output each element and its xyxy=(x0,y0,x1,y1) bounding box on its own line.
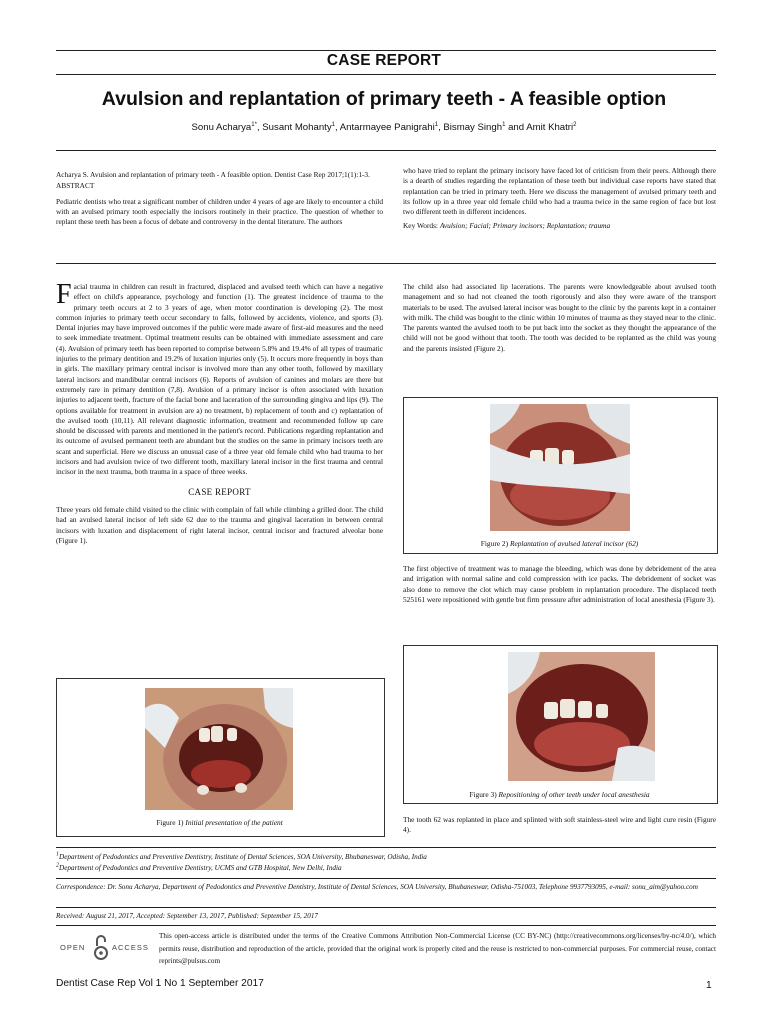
affiliation-1 xyxy=(56,852,716,863)
author-name: Bismay Singh xyxy=(443,122,503,133)
article-title: Avulsion and replantation of primary teeth - A feasible option xyxy=(101,88,667,110)
author-name: Antarmayee Panigrahi xyxy=(339,122,435,133)
right-paragraph-1: The child also had associated lip lacerations. The parents were knowledgeable about avulsed tooth management and so had not cleaned the tooth rigorously and also they were aware of the transport materials to be used. The avulsed lateral incisor was bought to the clinic by the parents kept in a container with milk. The child was bought to the clinic within 10 minutes of trauma as they stayed near to the clinic. The parents wanted the avulsed tooth to be put back into the socket as they thought the appearance of the child will not be good without that tooth. The tooth was decided to be replanted as the child was young and the parents insisted (Figure 2). xyxy=(403,282,716,353)
author-affiliation-sup: 2 xyxy=(573,121,577,128)
affiliation-2 xyxy=(56,863,716,874)
open-access-lock-icon xyxy=(94,934,108,967)
authors-rule xyxy=(56,150,716,151)
author-separator: and xyxy=(505,122,527,133)
open-access-word-2: ACCESS xyxy=(112,943,149,952)
publication-dates: Received: August 21, 2017, Accepted: September 13, 2017, Published: September 15, 2017 xyxy=(56,912,319,920)
figure-2-caption xyxy=(403,539,716,548)
abstract-right xyxy=(403,166,716,232)
affiliation-1-text: Department of Pedodontics and Preventive Dentistry, Institute of Dental Sciences, SOA University, Bhubaneswar, Odisha, India xyxy=(59,853,427,861)
author-affiliation-sup: 1 xyxy=(502,121,506,128)
figure-1-caption-text: Initial presentation of the patient xyxy=(185,818,283,827)
figure-2-photo xyxy=(490,404,630,531)
affiliations xyxy=(56,852,716,873)
right-paragraph-2: The first objective of treatment was to manage the bleeding, which was done by debridement of the area and irrigation with normal saline and cold compression with ice packs. The debridement of socket was also done to remove the clot which may cause problem in replantation procedure. The displaced teeth 525161 were repositioned with gentle but firm pressure after administration of local anesthesia (Figure 3). xyxy=(403,564,716,604)
section-label: CASE REPORT xyxy=(326,52,442,69)
author-separator: , xyxy=(334,122,340,133)
case-paragraph: Three years old female child visited to the clinic with complain of fall while climbing a grilled door. The child had an avulsed lateral incisor of left side 62 due to the trauma and gingival laceration in between central incisors with luxation and displacement of right lateral incisor, central incisor and fractured alveolar bone (Figure 1). xyxy=(56,504,383,545)
body-left-column xyxy=(56,279,383,546)
figure-1-caption xyxy=(56,818,383,827)
keywords-list: Avulsion; Facial; Primary incisors; Replantation; trauma xyxy=(439,221,611,231)
keywords xyxy=(403,221,716,231)
license-text: This open-access article is distributed under the terms of the Creative Commons Attribution Non-Commercial License (CC BY-NC) (http://creativecommons.org/licenses/by-nc/4.0/), which permits reuse, distribution and reproduction of the article, provided that the original work is properly cited and the reuse is restricted to non-commercial purposes. For commercial reuse, contact reprints@pulsus.com xyxy=(159,932,716,966)
top-rule xyxy=(56,50,716,51)
body-right-column-bottom xyxy=(403,815,716,836)
figure-1-photo xyxy=(145,688,293,810)
abstract-heading: ABSTRACT xyxy=(56,181,95,191)
author-affiliation-sup: 1 xyxy=(331,121,335,128)
author-separator: , xyxy=(438,122,444,133)
footer-journal: Dentist Case Rep Vol 1 No 1 September 2017 xyxy=(56,978,264,989)
keywords-label: Key Words: xyxy=(403,221,438,231)
body-right-column-top xyxy=(403,282,716,354)
intro-paragraph xyxy=(56,279,383,478)
figure-3-caption xyxy=(403,790,716,799)
citation: Acharya S. Avulsion and replantation of primary teeth - A feasible option. Dentist Case Rep 2017;1(1):1-3. xyxy=(56,170,370,179)
figure-3-photo xyxy=(508,652,655,781)
abstract-text-left: Pediatric dentists who treat a significant number of children under 4 years of age are likely to encounter a child with an avulsed primary tooth especially the incisors routinely in their practice. The question of whether to replant these teeth has been a focus of debate and controversy in the dental literature. The authors xyxy=(56,196,383,227)
author-affiliation-sup: 1* xyxy=(251,121,257,128)
open-access-badge xyxy=(60,934,154,964)
body-right-column-middle xyxy=(403,564,716,605)
figure-3-label: Figure 3) xyxy=(469,790,497,799)
correspondence: Correspondence: Dr. Sonu Acharya, Department of Pedodontics and Preventive Dentistry, Institute of Dental Sciences, SOA University, Bhubaneswar, Odisha-751003, Telephone 9937793095, e-mail: sonu_aim@yahoo.com xyxy=(56,883,698,891)
case-report-heading: CASE REPORT xyxy=(188,486,251,497)
figure-2-caption-text: Replantation of avulsed lateral incisor (62) xyxy=(509,539,639,548)
intro-text: acial trauma in children can result in fractured, displaced and avulsed teeth which can have a negative effect on child's appearance, psychology and function (1). The greatest incidence of trauma to the primary teeth occurs at 2 to 3 years of age, when motor coordination is developing (2). The most common injuries to primary teeth occur secondary to falls, followed by accidents, violence, and sports (3). Dental injuries may have improved outcomes if the public were made aware of first-aid measures and the need to seek immediate treatment. Optimal treatment results can be obtained with immediate assessment and care (4). Avulsion of primary teeth has been reported to comprise between 5.8% and 19.4% of all types of traumatic injuries to the primary dentition and 19.2% of luxation injuries only (5). It occurs more frequently in boys than in girls. The maxillary primary central incisor is involved more than any other tooth, followed by maxillary lateral incisors and mandibular central incisors (6). Reports of avulsion of canines and molars are there but extremely rare in primary dentition (7,8). Avulsion of a primary incisor is often associated with luxation injuries to adjacent teeth, fracture of the facial bone and laceration of the surrounding gingiva and lips (9). The options available for treatment in avulsion are a) no treatment, b) replacement of tooth and c) replantation of the avulsed tooth (10,11). All relevant diagnostic information, treatment and recommended follow up care should be discussed with parents and mentioned in the patient's record. Publications regarding replantation and its outcome of avulsed permanent teeth are abundant but the studies on the same in primary incisors teeth are scant and superficial. Here we discuss an unusual case of a three year old female child who had trauma to her incisors and had avulsion twice of two different tooth, maxillary lateral incisor in the first trauma and central incisor in the next trauma, both trauma in a space of three weeks. xyxy=(56,282,383,477)
dates-rule xyxy=(56,907,716,908)
abstract-text-right: who have tried to replant the primary incisory have faced lot of criticism from their peers. Although there is a dearth of studies regarding the replantation of these teeth but individual case reports have stated that replantation can be tried in primary teeth. Here we discuss the management of avulsed primary teeth and its follow up in a three year old female child who had a trauma twice in the same region of face but lost two different teeth in different incidences. xyxy=(403,166,716,217)
affiliation-2-text: Department of Pedodontics and Preventive Dentistry, UCMS and GTB Hospital, New Delhi, India xyxy=(59,863,342,872)
abstract-rule xyxy=(56,263,716,264)
author-affiliation-sup: 1 xyxy=(434,121,439,128)
affiliation-2-sup: 2 xyxy=(56,862,59,869)
author-list xyxy=(40,122,728,133)
figure-2-label: Figure 2) xyxy=(480,539,509,548)
right-paragraph-3: The tooth 62 was replanted in place and splinted with soft stainless-steel wire and light cure resin (Figure 4). xyxy=(403,815,716,835)
correspondence-rule xyxy=(56,878,716,879)
open-access-word-1: OPEN xyxy=(60,943,86,952)
affiliation-rule xyxy=(56,847,716,848)
footer-page-number: 1 xyxy=(706,980,712,991)
author-name: Susant Mohanty xyxy=(262,122,332,133)
license-rule xyxy=(56,925,716,926)
affiliation-1-sup: 1 xyxy=(56,851,59,858)
figure-3-caption-text: Repositioning of other teeth under local anesthesia xyxy=(498,790,650,799)
author-name: Sonu Acharya xyxy=(191,122,252,133)
drop-cap: F xyxy=(56,279,72,310)
section-rule xyxy=(56,74,716,75)
author-name: Amit Khatri xyxy=(526,122,574,133)
figure-1-label: Figure 1) xyxy=(156,818,184,827)
abstract-left xyxy=(56,170,383,227)
author-separator: , xyxy=(256,122,263,133)
